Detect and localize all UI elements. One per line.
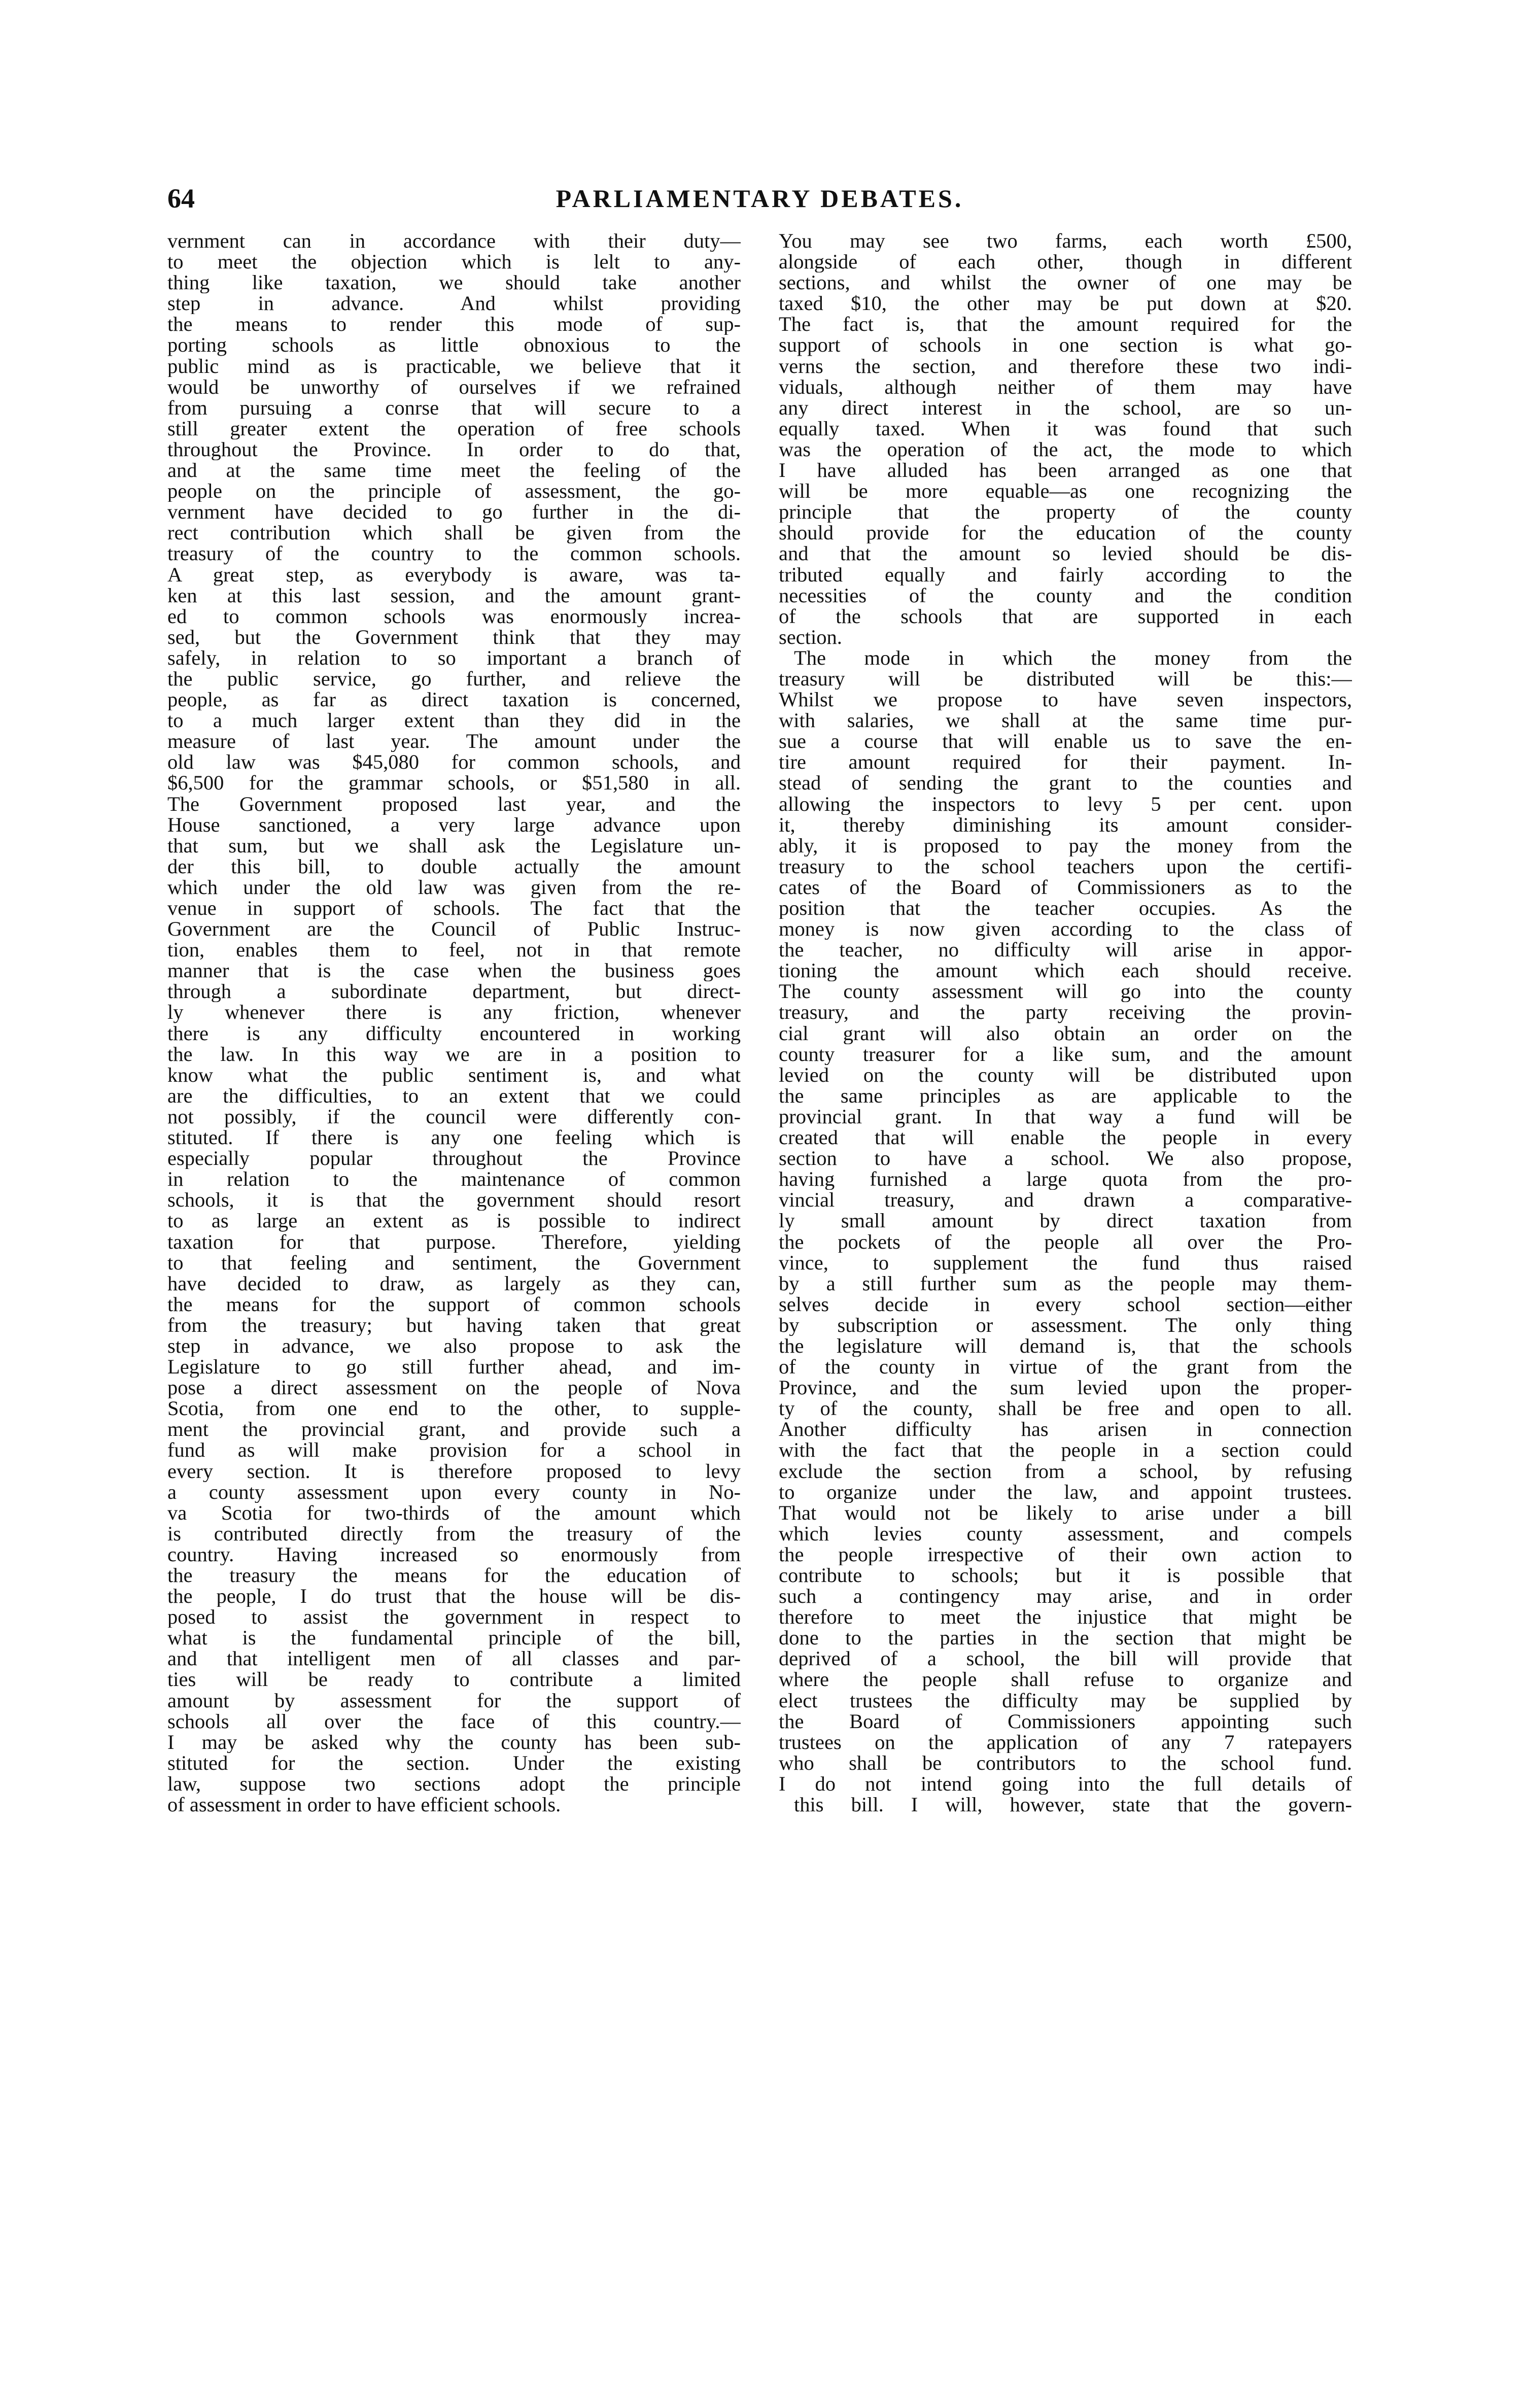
text-line: stituted for the section. Under the existing	[167, 1752, 741, 1774]
text-line: to that feeling and sentiment, the Government	[167, 1252, 741, 1274]
text-line: cates of the Board of Commissioners as to the	[779, 877, 1352, 898]
text-line: old law was $45,080 for common schools, and	[167, 752, 741, 773]
text-line: The county assessment will go into the county	[779, 981, 1352, 1003]
text-line: ed to common schools was enormously increa-	[167, 606, 741, 627]
text-line: is contributed directly from the treasury of the	[167, 1523, 741, 1544]
text-line: treasury to the school teachers upon the certifi-	[779, 856, 1352, 877]
page-header	[167, 180, 1352, 217]
text-line: ment the provincial grant, and provide such a	[167, 1419, 741, 1440]
text-line: the same principles as are applicable to the	[779, 1085, 1352, 1107]
text-line: safely, in relation to so important a branch of	[167, 647, 741, 669]
text-line: money is now given according to the class of	[779, 919, 1352, 940]
text-line: vincial treasury, and drawn a comparative-	[779, 1190, 1352, 1211]
text-line: Legislature to go still further ahead, and im-	[167, 1357, 741, 1378]
text-line: of assessment in order to have efficient schools.	[167, 1795, 561, 1816]
text-line: Another difficulty has arisen in connection	[779, 1419, 1352, 1440]
text-line: the people, I do trust that the house will be dis-	[167, 1586, 741, 1607]
text-line: $6,500 for the grammar schools, or $51,580 in all.	[167, 773, 741, 794]
text-line: such a contingency may arise, and in order	[779, 1586, 1352, 1607]
text-line: the treasury the means for the education of	[167, 1565, 741, 1587]
text-line: public mind as is practicable, we believe that it	[167, 356, 741, 377]
text-line: ably, it is proposed to pay the money from the	[779, 835, 1352, 856]
text-line: the people irrespective of their own action to	[779, 1544, 1352, 1565]
text-line: of the schools that are supported in each	[779, 606, 1352, 627]
text-line: people on the principle of assessment, the go-	[167, 481, 741, 502]
running-head: PARLIAMENTARY DEBATES.	[556, 184, 964, 213]
text-line: vernment can in accordance with their duty—	[167, 231, 741, 252]
text-line: treasury, and the party receiving the provin-	[779, 1002, 1352, 1023]
text-line: to a much larger extent than they did in the	[167, 710, 741, 732]
text-line: necessities of the county and the condition	[779, 585, 1352, 606]
right-column	[779, 231, 1352, 1815]
text-line: the law. In this way we are in a position to	[167, 1044, 741, 1065]
text-line: taxed $10, the other may be put down at $20.	[779, 293, 1352, 315]
text-line: ties will be ready to contribute a limited	[167, 1669, 741, 1691]
text-line: viduals, although neither of them may have	[779, 376, 1352, 398]
text-line: of the county in virtue of the grant from the	[779, 1357, 1352, 1378]
text-line: to organize under the law, and appoint trustees.	[779, 1482, 1352, 1503]
text-line: section to have a school. We also propose,	[779, 1148, 1352, 1169]
text-line: in relation to the maintenance of common	[167, 1169, 741, 1190]
text-line: pose a direct assessment on the people of Nova	[167, 1378, 741, 1399]
text-line: especially popular throughout the Province	[167, 1148, 741, 1169]
text-line: verns the section, and therefore these two indi-	[779, 356, 1352, 377]
text-line: vernment have decided to go further in the di-	[167, 502, 741, 523]
text-line: The fact is, that the amount required for the	[779, 314, 1352, 335]
text-line: county treasurer for a like sum, and the amount	[779, 1044, 1352, 1065]
text-line: that sum, but we shall ask the Legislature un-	[167, 835, 741, 856]
text-line: section.	[779, 627, 842, 648]
text-line: which levies county assessment, and compels	[779, 1523, 1352, 1544]
text-line: I have alluded has been arranged as one that	[779, 460, 1352, 481]
text-line: vince, to supplement the fund thus raised	[779, 1252, 1352, 1274]
text-line: trustees on the application of any 7 ratepayers	[779, 1732, 1352, 1753]
text-line: I may be asked why the county has been sub-	[167, 1732, 741, 1753]
text-line: every section. It is therefore proposed to levy	[167, 1461, 741, 1482]
text-line: support of schools in one section is what go-	[779, 335, 1352, 356]
text-line: through a subordinate department, but direct-	[167, 981, 741, 1003]
text-line: treasury of the country to the common schools.	[167, 543, 741, 565]
text-line: throughout the Province. In order to do that,	[167, 439, 741, 461]
text-line: having furnished a large quota from the pro-	[779, 1169, 1352, 1190]
text-line: should provide for the education of the county	[779, 523, 1352, 544]
text-line: created that will enable the people in every	[779, 1127, 1352, 1149]
text-line: sue a course that will enable us to save the en-	[779, 731, 1352, 752]
text-line: tributed equally and fairly according to the	[779, 564, 1352, 586]
page-number: 64	[167, 183, 195, 214]
text-line: levied on the county will be distributed upon	[779, 1064, 1352, 1086]
text-line: therefore to meet the injustice that might be	[779, 1607, 1352, 1628]
text-line: have decided to draw, as largely as they can,	[167, 1273, 741, 1294]
text-line: and that the amount so levied should be dis-	[779, 543, 1352, 565]
text-line: elect trustees the difficulty may be supplied by	[779, 1690, 1352, 1711]
text-line: would be unworthy of ourselves if we refrained	[167, 376, 741, 398]
text-line: ly whenever there is any friction, whenever	[167, 1002, 741, 1023]
text-line: the public service, go further, and relieve the	[167, 668, 741, 690]
text-line: step in advance. And whilst providing	[167, 293, 741, 315]
text-line: You may see two farms, each worth £500,	[779, 231, 1352, 252]
text-line: provincial grant. In that way a fund will be	[779, 1106, 1352, 1128]
text-line: from the treasury; but having taken that great	[167, 1315, 741, 1336]
text-line: contribute to schools; but it is possible that	[779, 1565, 1352, 1587]
text-line: and at the same time meet the feeling of the	[167, 460, 741, 481]
text-line: this bill. I will, however, state that the govern-	[794, 1795, 1352, 1816]
text-line: Whilst we propose to have seven inspectors,	[779, 690, 1352, 711]
text-line: know what the public sentiment is, and what	[167, 1064, 741, 1086]
text-line: fund as will make provision for a school in	[167, 1440, 741, 1461]
text-line: with the fact that the people in a section could	[779, 1440, 1352, 1461]
left-column	[167, 231, 741, 1815]
text-line: it, thereby diminishing its amount consider-	[779, 814, 1352, 836]
text-line: alongside of each other, though in different	[779, 252, 1352, 273]
text-line: tioning the amount which each should receive.	[779, 960, 1352, 982]
text-line: by a still further sum as the people may them-	[779, 1273, 1352, 1294]
text-line: the Board of Commissioners appointing such	[779, 1711, 1352, 1732]
text-line: equally taxed. When it was found that such	[779, 418, 1352, 439]
text-line: which under the old law was given from the re-	[167, 877, 741, 898]
text-line: the means to render this mode of sup-	[167, 314, 741, 335]
text-line: are the difficulties, to an extent that we could	[167, 1085, 741, 1107]
text-line: done to the parties in the section that might be	[779, 1628, 1352, 1649]
text-line: der this bill, to double actually the amount	[167, 856, 741, 877]
text-line: The Government proposed last year, and the	[167, 794, 741, 815]
text-line: allowing the inspectors to levy 5 per cent. upon	[779, 794, 1352, 815]
text-line: will be more equable—as one recognizing the	[779, 481, 1352, 502]
text-line: amount by assessment for the support of	[167, 1690, 741, 1711]
text-line: by subscription or assessment. The only thing	[779, 1315, 1352, 1336]
text-line: venue in support of schools. The fact that the	[167, 898, 741, 919]
text-line: treasury will be distributed will be this:—	[779, 668, 1352, 690]
text-line: what is the fundamental principle of the bill,	[167, 1628, 741, 1649]
text-line: tire amount required for their payment. In-	[779, 752, 1352, 773]
text-line: Scotia, from one end to the other, to supple-	[167, 1398, 741, 1420]
text-line: from pursuing a conrse that will secure to a	[167, 397, 741, 419]
text-line: thing like taxation, we should take another	[167, 272, 741, 294]
text-line: was the operation of the act, the mode to which	[779, 439, 1352, 461]
text-line: cial grant will also obtain an order on the	[779, 1023, 1352, 1044]
text-line: That would not be likely to arise under a bill	[779, 1502, 1352, 1524]
text-line: country. Having increased so enormously from	[167, 1544, 741, 1565]
text-line: step in advance, we also propose to ask the	[167, 1335, 741, 1357]
text-line: ty of the county, shall be free and open to all.	[779, 1398, 1352, 1420]
text-line: Government are the Council of Public Instruc-	[167, 919, 741, 940]
text-line: exclude the section from a school, by refusing	[779, 1461, 1352, 1482]
text-line: taxation for that purpose. Therefore, yielding	[167, 1231, 741, 1253]
text-line: House sanctioned, a very large advance upon	[167, 814, 741, 836]
text-line: A great step, as everybody is aware, was ta-	[167, 564, 741, 586]
text-line: rect contribution which shall be given from the	[167, 523, 741, 544]
text-line: law, suppose two sections adopt the principle	[167, 1773, 741, 1795]
text-line: and that intelligent men of all classes and par-	[167, 1648, 741, 1670]
text-line: the teacher, no difficulty will arise in appor-	[779, 940, 1352, 961]
text-line: any direct interest in the school, are so un-	[779, 397, 1352, 419]
text-line: the legislature will demand is, that the schools	[779, 1335, 1352, 1357]
text-line: selves decide in every school section—either	[779, 1294, 1352, 1315]
text-line: stituted. If there is any one feeling which is	[167, 1127, 741, 1149]
text-line: still greater extent the operation of free schools	[167, 418, 741, 439]
text-line: with salaries, we shall at the same time pur-	[779, 710, 1352, 732]
text-line: porting schools as little obnoxious to the	[167, 335, 741, 356]
text-line: measure of last year. The amount under the	[167, 731, 741, 752]
text-line: principle that the property of the county	[779, 502, 1352, 523]
text-line: who shall be contributors to the school fund.	[779, 1752, 1352, 1774]
text-line: stead of sending the grant to the counties and	[779, 773, 1352, 794]
text-line: a county assessment upon every county in No-	[167, 1482, 741, 1503]
text-line: where the people shall refuse to organize and	[779, 1669, 1352, 1691]
text-line: position that the teacher occupies. As the	[779, 898, 1352, 919]
text-line: deprived of a school, the bill will provide that	[779, 1648, 1352, 1670]
text-line: va Scotia for two-thirds of the amount which	[167, 1502, 741, 1524]
text-line: to meet the objection which is lelt to any-	[167, 252, 741, 273]
text-line: The mode in which the money from the	[794, 647, 1352, 669]
text-line: schools all over the face of this country.—	[167, 1711, 741, 1732]
text-line: Province, and the sum levied upon the proper-	[779, 1378, 1352, 1399]
text-line: sed, but the Government think that they may	[167, 627, 741, 648]
text-line: manner that is the case when the business goes	[167, 960, 741, 982]
text-line: the means for the support of common schools	[167, 1294, 741, 1315]
text-line: I do not intend going into the full details of	[779, 1773, 1352, 1795]
text-line: there is any difficulty encountered in working	[167, 1023, 741, 1044]
text-line: posed to assist the government in respect to	[167, 1607, 741, 1628]
text-line: the pockets of the people all over the Pro-	[779, 1231, 1352, 1253]
text-line: ken at this last session, and the amount grant-	[167, 585, 741, 606]
text-line: schools, it is that the government should resort	[167, 1190, 741, 1211]
text-line: tion, enables them to feel, not in that remote	[167, 940, 741, 961]
text-line: not possibly, if the council were differently con-	[167, 1106, 741, 1128]
text-line: sections, and whilst the owner of one may be	[779, 272, 1352, 294]
text-line: people, as far as direct taxation is concerned,	[167, 690, 741, 711]
text-line: to as large an extent as is possible to indirect	[167, 1211, 741, 1232]
text-line: ly small amount by direct taxation from	[779, 1211, 1352, 1232]
